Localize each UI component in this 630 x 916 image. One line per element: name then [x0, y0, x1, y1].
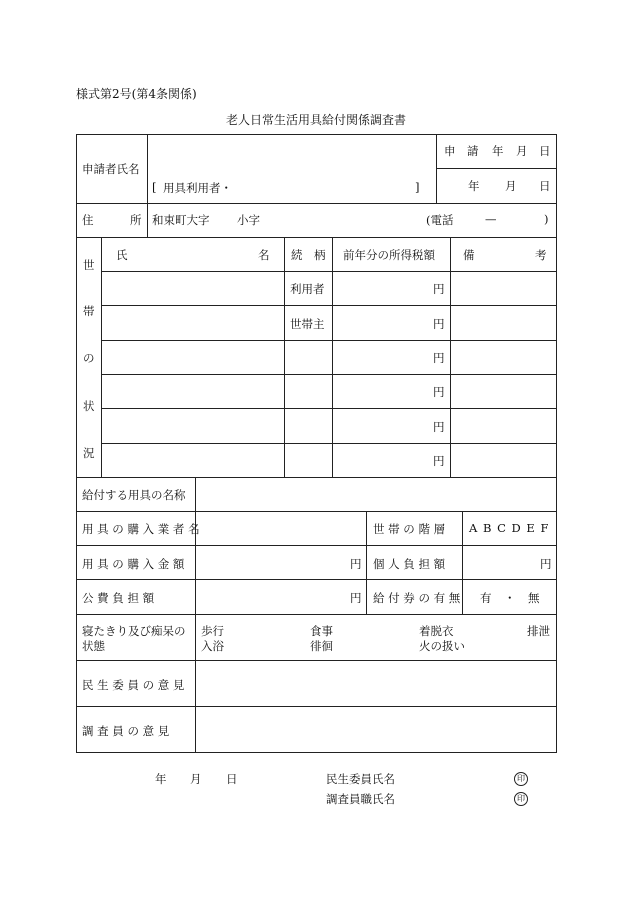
household-side-char: 状	[83, 399, 95, 413]
tax-unit: 円	[433, 317, 445, 331]
condition-item: 排泄	[527, 624, 550, 638]
household-side-char: 況	[83, 446, 95, 460]
form-number: 様式第2号(第4条関係)	[76, 87, 197, 101]
seal-icon: 印	[514, 792, 528, 806]
user-label: 用具利用者・	[163, 181, 232, 195]
tax-unit: 円	[433, 351, 445, 365]
relation-cell: 利用者	[290, 282, 325, 296]
phone-close: )	[544, 212, 549, 226]
condition-item: 火の扱い	[419, 639, 465, 653]
address-town: 和束町大字	[152, 213, 210, 227]
condition-item: 食事	[310, 624, 333, 638]
date-char: 請	[467, 144, 479, 158]
tax-unit: 円	[433, 420, 445, 434]
voucher-no: 無	[528, 591, 540, 605]
date-char: 月	[505, 179, 517, 193]
personal-burden-label: 個 人 負 担 額	[373, 557, 446, 571]
col-relation-char: 柄	[314, 248, 326, 262]
date-char: 月	[516, 144, 528, 158]
public-burden-unit: 円	[350, 591, 362, 605]
phone-open: (電話	[426, 213, 454, 227]
personal-burden-unit: 円	[540, 557, 552, 571]
form-title: 老人日常生活用具給付関係調査書	[226, 113, 407, 127]
seal-icon: 印	[514, 772, 528, 786]
household-side-char: 帯	[83, 304, 95, 318]
inspector-opinion-label: 調 査 員 の 意 見	[82, 724, 170, 738]
vendor-label: 用 具 の 購 入 業 者 名	[82, 522, 200, 536]
date-char: 日	[539, 144, 551, 158]
address-label-char: 住	[82, 213, 94, 227]
voucher-label: 給 付 券 の 有 無	[373, 591, 461, 605]
date-char: 年	[468, 179, 480, 193]
footer-date-char: 日	[226, 772, 238, 786]
applicant-name-label: 申請者氏名	[82, 162, 140, 176]
col-remarks-char: 考	[535, 248, 547, 262]
application-date-field	[436, 143, 557, 159]
household-side-char: の	[83, 351, 95, 365]
user-bracket-close: ]	[415, 180, 420, 194]
footer-date-char: 年	[155, 772, 167, 786]
tier-label: 世 帯 の 階 層	[373, 522, 446, 536]
col-relation-char: 続	[291, 248, 303, 262]
col-name-char: 名	[258, 248, 270, 262]
footer-date-char: 月	[190, 772, 202, 786]
household-side-char: 世	[83, 258, 95, 272]
tier-options: A B C D E F	[469, 521, 550, 535]
welfare-opinion-label: 民 生 委 員 の 意 見	[82, 678, 185, 692]
date-char: 申	[444, 144, 456, 158]
condition-item: 入浴	[201, 639, 224, 653]
tax-unit: 円	[433, 385, 445, 399]
condition-label-line1: 寝たきり及び痴呆の	[82, 624, 186, 638]
phone-dash: —	[485, 212, 497, 226]
condition-item: 徘徊	[310, 639, 333, 653]
equipment-name-label: 給付する用具の名称	[82, 488, 186, 502]
col-tax: 前年分の所得税額	[343, 248, 435, 262]
address-label-char: 所	[130, 213, 142, 227]
tax-unit: 円	[433, 454, 445, 468]
relation-cell: 世帯主	[290, 317, 325, 331]
condition-item: 着脱衣	[419, 624, 454, 638]
voucher-yes: 有	[480, 591, 492, 605]
condition-item: 歩行	[201, 624, 224, 638]
date-char: 年	[492, 144, 504, 158]
condition-label-line2: 状態	[82, 639, 105, 653]
address-koaza: 小字	[237, 213, 260, 227]
voucher-separator: ・	[504, 591, 516, 605]
purchase-amount-unit: 円	[350, 557, 362, 571]
inspector-name-label: 調査員職氏名	[326, 792, 395, 806]
user-bracket-open: [	[152, 180, 157, 194]
public-burden-label: 公 費 負 担 額	[82, 591, 155, 605]
welfare-member-name-label: 民生委員氏名	[326, 772, 395, 786]
col-name-char: 氏	[116, 248, 128, 262]
purchase-amount-label: 用 具 の 購 入 金 額	[82, 557, 185, 571]
tax-unit: 円	[433, 282, 445, 296]
col-remarks-char: 備	[463, 248, 475, 262]
secondary-date-field	[436, 178, 557, 194]
date-char: 日	[539, 179, 551, 193]
